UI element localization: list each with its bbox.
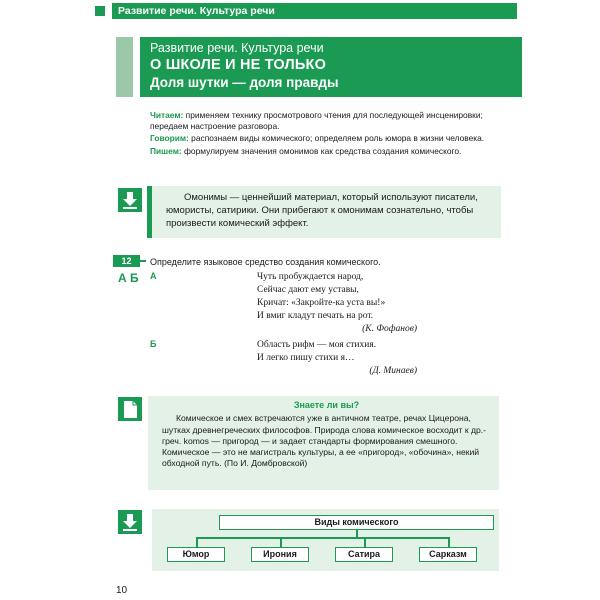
page-number: 10 — [116, 585, 128, 596]
running-header: Развитие речи. Культура речи — [112, 3, 517, 19]
download-icon — [118, 188, 142, 212]
download-icon — [118, 510, 142, 534]
diagram-title: Виды комического — [219, 515, 494, 530]
did-you-know-box — [148, 396, 499, 490]
poem-line: Чуть пробуждается народ, — [257, 272, 364, 282]
objective-text: распознаем виды комического; определяем роль юмора в жизни человека. — [188, 133, 485, 144]
poem-line: Сейчас дают ему уставы, — [257, 285, 359, 295]
poem-a — [257, 271, 417, 336]
exercise-question: Определите языковое средство создания комического. — [150, 257, 381, 267]
poem-line: И вмиг кладут печать на рот. — [257, 311, 374, 321]
objective-keyword: Читаем: — [150, 110, 184, 120]
exercise-connector — [140, 260, 146, 262]
objective-keyword: Пишем: — [150, 145, 182, 156]
exercise-part-letter: Б — [150, 339, 157, 349]
lesson-objectives — [150, 110, 510, 158]
objective-writing — [150, 146, 510, 157]
title-kicker: Развитие речи. Культура речи — [150, 41, 324, 55]
comic-type-humor: Юмор — [167, 547, 225, 562]
diagram-connector — [280, 537, 282, 547]
objective-reading — [150, 110, 510, 132]
diagram-connector — [196, 537, 198, 547]
exercise-part-letter: А — [150, 271, 157, 281]
diagram-connector — [448, 537, 450, 547]
title-block — [140, 37, 522, 97]
poem-line: Область рифм — моя стихия. — [257, 340, 377, 350]
poem-b — [257, 339, 417, 378]
did-you-know-title: Знаете ли вы? — [293, 400, 360, 410]
page-title: О ШКОЛЕ И НЕ ТОЛЬКО — [150, 57, 327, 73]
poem-line: И легко пишу стихи я… — [257, 353, 355, 363]
objective-keyword: Говорим: — [150, 133, 189, 144]
comic-type-irony: Ирония — [251, 547, 309, 562]
page-subtitle: Доля шутки — доля правды — [150, 75, 339, 90]
diagram-connector — [364, 537, 366, 547]
diagram-connector — [196, 537, 448, 539]
comic-type-sarcasm: Сарказм — [419, 547, 477, 562]
header-marker — [95, 6, 105, 16]
did-you-know-text: Комическое и смех встречаются уже в античном театре, речах Цицерона, шутках древнегреческих философов. Природа слова комическое восходит к др.-греч. komos — пригород — и задает стандарты формирования смешного. Комическое — это не магистраль культуры, а ее «пригород», «обочина», некий обходной путь. (По И. Домбровской) — [162, 413, 487, 469]
poem-author: (К. Фофанов) — [362, 324, 417, 334]
objective-text: применяем технику просмотрового чтения для последующей инсценировки; передаем настроение разговора. — [150, 110, 483, 132]
diagram-connector — [356, 530, 358, 537]
comic-type-satire: Сатира — [335, 547, 393, 562]
definition-box: Омонимы — ценнейший материал, который используют писатели, юмористы, сатирики. Они прибегают к омонимам сознательно, чтобы произвести комический эффект. — [147, 186, 501, 238]
objective-text: формулируем значения омонимов как средства создания комического. — [181, 145, 462, 156]
title-accent-strip — [116, 37, 133, 97]
alphabet-icon: А Б — [118, 271, 139, 285]
document-icon — [118, 397, 142, 421]
objective-speaking — [150, 133, 510, 144]
exercise-number: 12 — [113, 255, 140, 267]
poem-line: Кричат: «Закройте-ка уста вы!» — [257, 298, 386, 308]
poem-author: (Д. Минаев) — [369, 366, 417, 376]
